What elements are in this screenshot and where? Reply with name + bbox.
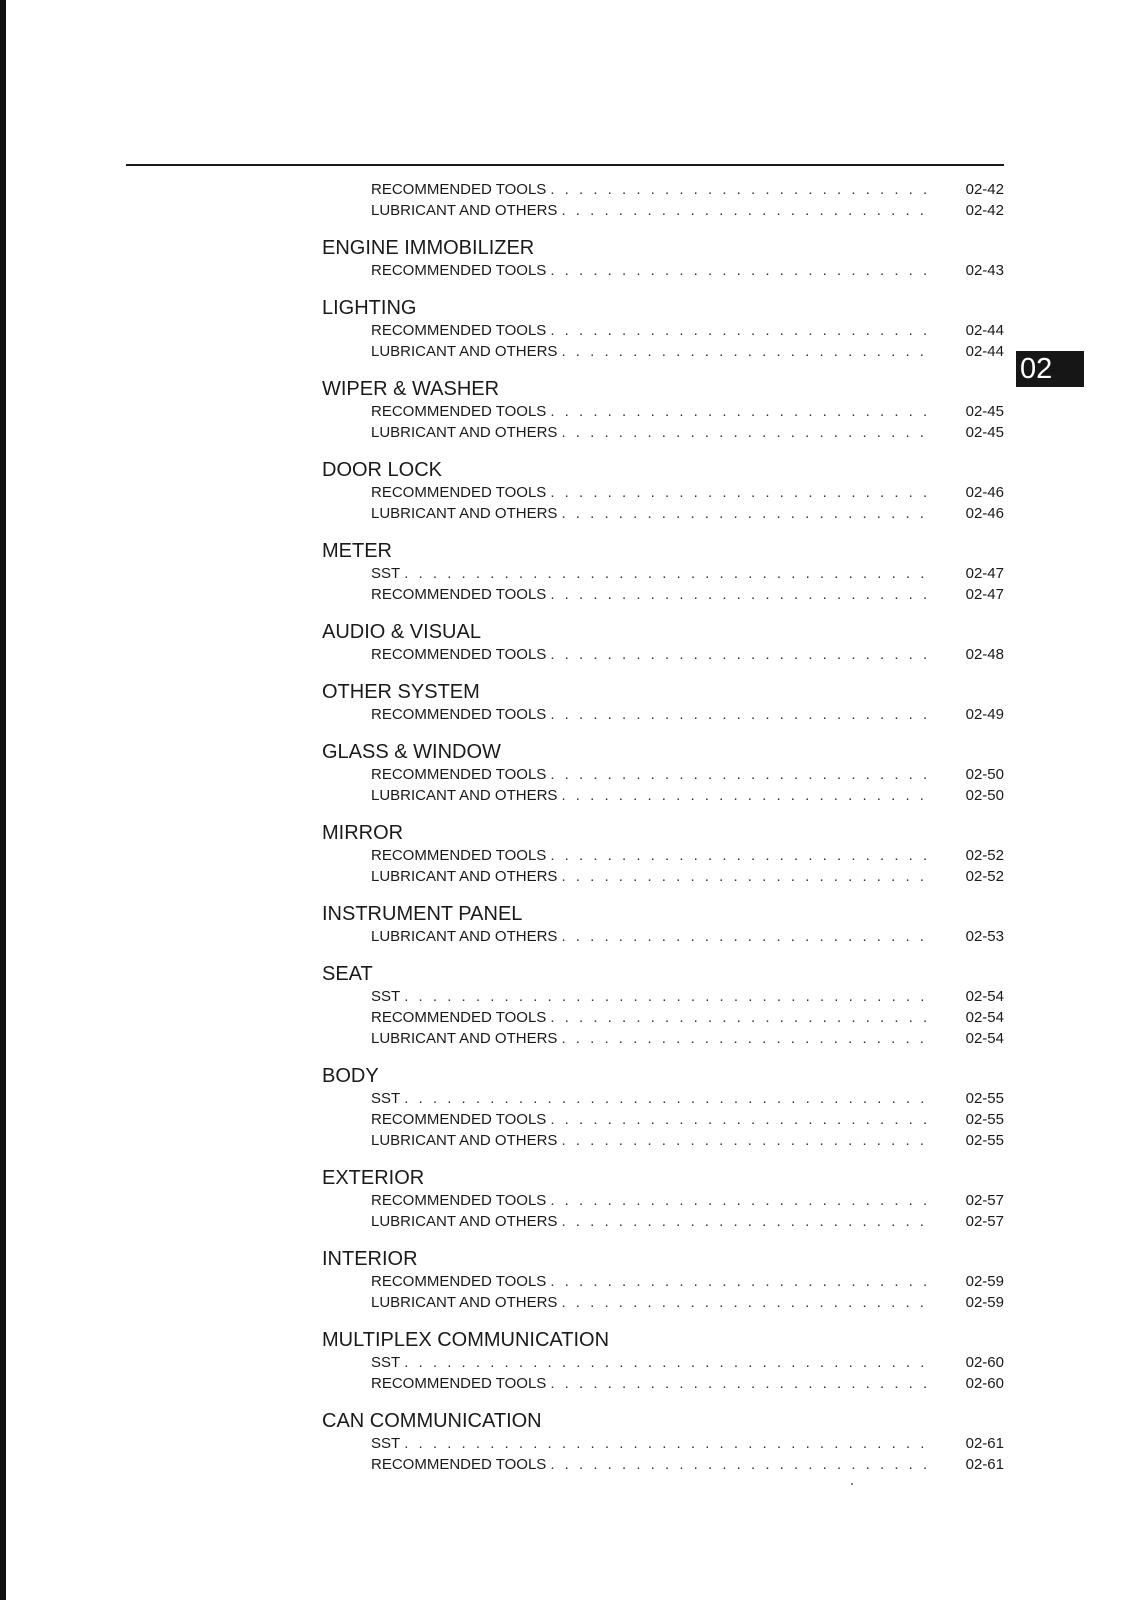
toc-entry[interactable] bbox=[371, 1454, 1004, 1475]
entry-label: RECOMMENDED TOOLS bbox=[371, 1375, 547, 1392]
toc-entry[interactable] bbox=[371, 1088, 1004, 1109]
dot-leader bbox=[550, 320, 932, 341]
toc-section bbox=[322, 537, 1004, 605]
toc-entry[interactable] bbox=[371, 422, 1004, 443]
dot-leader bbox=[550, 260, 932, 281]
entry-page-number: 02-59 bbox=[965, 1273, 1004, 1290]
dot-leader bbox=[550, 401, 932, 422]
toc-section bbox=[322, 1062, 1004, 1151]
entry-page-number: 02-47 bbox=[965, 565, 1004, 582]
entry-label: RECOMMENDED TOOLS bbox=[371, 1111, 547, 1128]
entry-page-number: 02-54 bbox=[965, 988, 1004, 1005]
entry-label: RECOMMENDED TOOLS bbox=[371, 1273, 547, 1290]
toc-entry[interactable] bbox=[371, 764, 1004, 785]
entry-label: LUBRICANT AND OTHERS bbox=[371, 1030, 558, 1047]
toc-section bbox=[322, 738, 1004, 806]
entry-label: RECOMMENDED TOOLS bbox=[371, 262, 547, 279]
dot-leader bbox=[561, 1130, 932, 1151]
toc-entry[interactable] bbox=[371, 1211, 1004, 1232]
entry-label: SST bbox=[371, 988, 401, 1005]
section-title: ENGINE IMMOBILIZER bbox=[322, 237, 535, 259]
toc-entry[interactable] bbox=[371, 1190, 1004, 1211]
dot-leader bbox=[561, 1028, 932, 1049]
toc-entry[interactable] bbox=[371, 1352, 1004, 1373]
entry-label: SST bbox=[371, 565, 401, 582]
dot-leader bbox=[561, 422, 932, 443]
toc-entry[interactable] bbox=[371, 1130, 1004, 1151]
toc-section bbox=[322, 294, 1004, 362]
dot-leader bbox=[404, 1088, 932, 1109]
section-title: BODY bbox=[322, 1065, 379, 1087]
section-title: DOOR LOCK bbox=[322, 459, 443, 481]
section-title: AUDIO & VISUAL bbox=[322, 621, 481, 643]
toc-entry[interactable] bbox=[371, 200, 1004, 221]
dot-leader bbox=[550, 845, 932, 866]
toc-entry[interactable] bbox=[371, 866, 1004, 887]
entry-page-number: 02-52 bbox=[965, 847, 1004, 864]
toc-entry[interactable] bbox=[371, 1433, 1004, 1454]
entry-page-number: 02-42 bbox=[965, 181, 1004, 198]
entry-page-number: 02-60 bbox=[965, 1375, 1004, 1392]
toc-entry[interactable] bbox=[371, 1373, 1004, 1394]
toc-entry[interactable] bbox=[371, 179, 1004, 200]
toc-section bbox=[322, 1407, 1004, 1475]
toc-entry[interactable] bbox=[371, 260, 1004, 281]
entry-page-number: 02-54 bbox=[965, 1009, 1004, 1026]
entry-label: LUBRICANT AND OTHERS bbox=[371, 202, 558, 219]
entry-page-number: 02-45 bbox=[965, 403, 1004, 420]
binding-edge bbox=[0, 0, 6, 1600]
entry-label: LUBRICANT AND OTHERS bbox=[371, 343, 558, 360]
entry-page-number: 02-46 bbox=[965, 484, 1004, 501]
toc-entry[interactable] bbox=[371, 503, 1004, 524]
entry-page-number: 02-46 bbox=[965, 505, 1004, 522]
toc-section bbox=[322, 678, 1004, 725]
dot-leader bbox=[404, 986, 932, 1007]
entry-page-number: 02-44 bbox=[965, 343, 1004, 360]
entry-label: LUBRICANT AND OTHERS bbox=[371, 1294, 558, 1311]
toc-entry[interactable] bbox=[371, 563, 1004, 584]
dot-leader bbox=[561, 341, 932, 362]
dot-leader bbox=[561, 503, 932, 524]
entry-label: SST bbox=[371, 1090, 401, 1107]
toc-entry[interactable] bbox=[371, 320, 1004, 341]
dot-leader bbox=[550, 179, 932, 200]
toc-entry[interactable] bbox=[371, 644, 1004, 665]
dot-leader bbox=[550, 1109, 932, 1130]
dot-leader bbox=[404, 1433, 932, 1454]
section-title: METER bbox=[322, 540, 392, 562]
toc-section bbox=[322, 375, 1004, 443]
entry-label: RECOMMENDED TOOLS bbox=[371, 847, 547, 864]
dot-leader bbox=[561, 866, 932, 887]
dot-leader bbox=[561, 785, 932, 806]
dot-leader bbox=[550, 1271, 932, 1292]
toc-entry[interactable] bbox=[371, 1292, 1004, 1313]
dot-leader bbox=[561, 926, 932, 947]
section-title: OTHER SYSTEM bbox=[322, 681, 480, 703]
entry-label: RECOMMENDED TOOLS bbox=[371, 646, 547, 663]
entry-page-number: 02-60 bbox=[965, 1354, 1004, 1371]
entry-page-number: 02-55 bbox=[965, 1111, 1004, 1128]
toc-entry[interactable] bbox=[371, 401, 1004, 422]
entry-page-number: 02-50 bbox=[965, 766, 1004, 783]
entry-label: RECOMMENDED TOOLS bbox=[371, 1009, 547, 1026]
toc-entry[interactable] bbox=[371, 926, 1004, 947]
toc-entry[interactable] bbox=[371, 1271, 1004, 1292]
dot-leader bbox=[550, 644, 932, 665]
entry-label: LUBRICANT AND OTHERS bbox=[371, 787, 558, 804]
toc-section bbox=[322, 179, 1004, 221]
entry-label: RECOMMENDED TOOLS bbox=[371, 766, 547, 783]
toc-section bbox=[322, 819, 1004, 887]
toc-section bbox=[322, 1245, 1004, 1313]
entry-label: LUBRICANT AND OTHERS bbox=[371, 1213, 558, 1230]
section-tab-marker: 02 bbox=[1016, 351, 1084, 387]
dot-leader bbox=[550, 1373, 932, 1394]
entry-label: RECOMMENDED TOOLS bbox=[371, 403, 547, 420]
table-of-contents bbox=[322, 179, 1004, 1488]
entry-label: RECOMMENDED TOOLS bbox=[371, 1456, 547, 1473]
entry-page-number: 02-61 bbox=[965, 1435, 1004, 1452]
toc-section bbox=[322, 960, 1004, 1049]
entry-page-number: 02-47 bbox=[965, 586, 1004, 603]
entry-label: LUBRICANT AND OTHERS bbox=[371, 1132, 558, 1149]
entry-label: RECOMMENDED TOOLS bbox=[371, 322, 547, 339]
dot-leader bbox=[550, 1007, 932, 1028]
entry-page-number: 02-50 bbox=[965, 787, 1004, 804]
entry-page-number: 02-52 bbox=[965, 868, 1004, 885]
dot-leader bbox=[550, 704, 932, 725]
entry-page-number: 02-45 bbox=[965, 424, 1004, 441]
dot-leader bbox=[550, 1190, 932, 1211]
dot-leader bbox=[561, 1211, 932, 1232]
section-title: MULTIPLEX COMMUNICATION bbox=[322, 1329, 610, 1351]
toc-section bbox=[322, 456, 1004, 524]
entry-label: LUBRICANT AND OTHERS bbox=[371, 424, 558, 441]
dot-leader bbox=[550, 482, 932, 503]
dot-leader bbox=[550, 1454, 932, 1475]
section-title: CAN COMMUNICATION bbox=[322, 1410, 542, 1432]
toc-entry[interactable] bbox=[371, 1109, 1004, 1130]
entry-page-number: 02-59 bbox=[965, 1294, 1004, 1311]
entry-label: SST bbox=[371, 1435, 401, 1452]
entry-page-number: 02-44 bbox=[965, 322, 1004, 339]
entry-page-number: 02-43 bbox=[965, 262, 1004, 279]
toc-entry[interactable] bbox=[371, 1007, 1004, 1028]
section-title: SEAT bbox=[322, 963, 373, 985]
toc-section bbox=[322, 1326, 1004, 1394]
header-rule bbox=[126, 164, 1004, 166]
entry-page-number: 02-42 bbox=[965, 202, 1004, 219]
toc-section bbox=[322, 234, 1004, 281]
section-title: WIPER & WASHER bbox=[322, 378, 500, 400]
entry-page-number: 02-53 bbox=[965, 928, 1004, 945]
dot-leader bbox=[404, 1352, 932, 1373]
toc-section bbox=[322, 618, 1004, 665]
dot-leader bbox=[550, 584, 932, 605]
dot-leader bbox=[404, 563, 932, 584]
entry-label: LUBRICANT AND OTHERS bbox=[371, 505, 558, 522]
entry-page-number: 02-55 bbox=[965, 1132, 1004, 1149]
toc-entry[interactable] bbox=[371, 986, 1004, 1007]
toc-entry[interactable] bbox=[371, 584, 1004, 605]
entry-page-number: 02-54 bbox=[965, 1030, 1004, 1047]
entry-page-number: 02-49 bbox=[965, 706, 1004, 723]
section-title: EXTERIOR bbox=[322, 1167, 425, 1189]
entry-label: LUBRICANT AND OTHERS bbox=[371, 928, 558, 945]
section-title: MIRROR bbox=[322, 822, 404, 844]
entry-label: SST bbox=[371, 1354, 401, 1371]
entry-page-number: 02-55 bbox=[965, 1090, 1004, 1107]
section-title: INSTRUMENT PANEL bbox=[322, 903, 523, 925]
toc-entry[interactable] bbox=[371, 704, 1004, 725]
entry-label: RECOMMENDED TOOLS bbox=[371, 484, 547, 501]
section-title: GLASS & WINDOW bbox=[322, 741, 501, 763]
section-title: INTERIOR bbox=[322, 1248, 418, 1270]
toc-entry[interactable] bbox=[371, 341, 1004, 362]
toc-entry[interactable] bbox=[371, 785, 1004, 806]
entry-page-number: 02-57 bbox=[965, 1192, 1004, 1209]
entry-label: LUBRICANT AND OTHERS bbox=[371, 868, 558, 885]
toc-entry[interactable] bbox=[371, 845, 1004, 866]
entry-page-number: 02-61 bbox=[965, 1456, 1004, 1473]
dot-leader bbox=[561, 1292, 932, 1313]
section-title: LIGHTING bbox=[322, 297, 417, 319]
toc-entry[interactable] bbox=[371, 482, 1004, 503]
entry-label: RECOMMENDED TOOLS bbox=[371, 586, 547, 603]
entry-label: RECOMMENDED TOOLS bbox=[371, 706, 547, 723]
toc-section bbox=[322, 900, 1004, 947]
toc-entry[interactable] bbox=[371, 1028, 1004, 1049]
entry-label: RECOMMENDED TOOLS bbox=[371, 181, 547, 198]
entry-page-number: 02-48 bbox=[965, 646, 1004, 663]
entry-page-number: 02-57 bbox=[965, 1213, 1004, 1230]
entry-label: RECOMMENDED TOOLS bbox=[371, 1192, 547, 1209]
toc-section bbox=[322, 1164, 1004, 1232]
dot-leader bbox=[561, 200, 932, 221]
dot-leader bbox=[550, 764, 932, 785]
